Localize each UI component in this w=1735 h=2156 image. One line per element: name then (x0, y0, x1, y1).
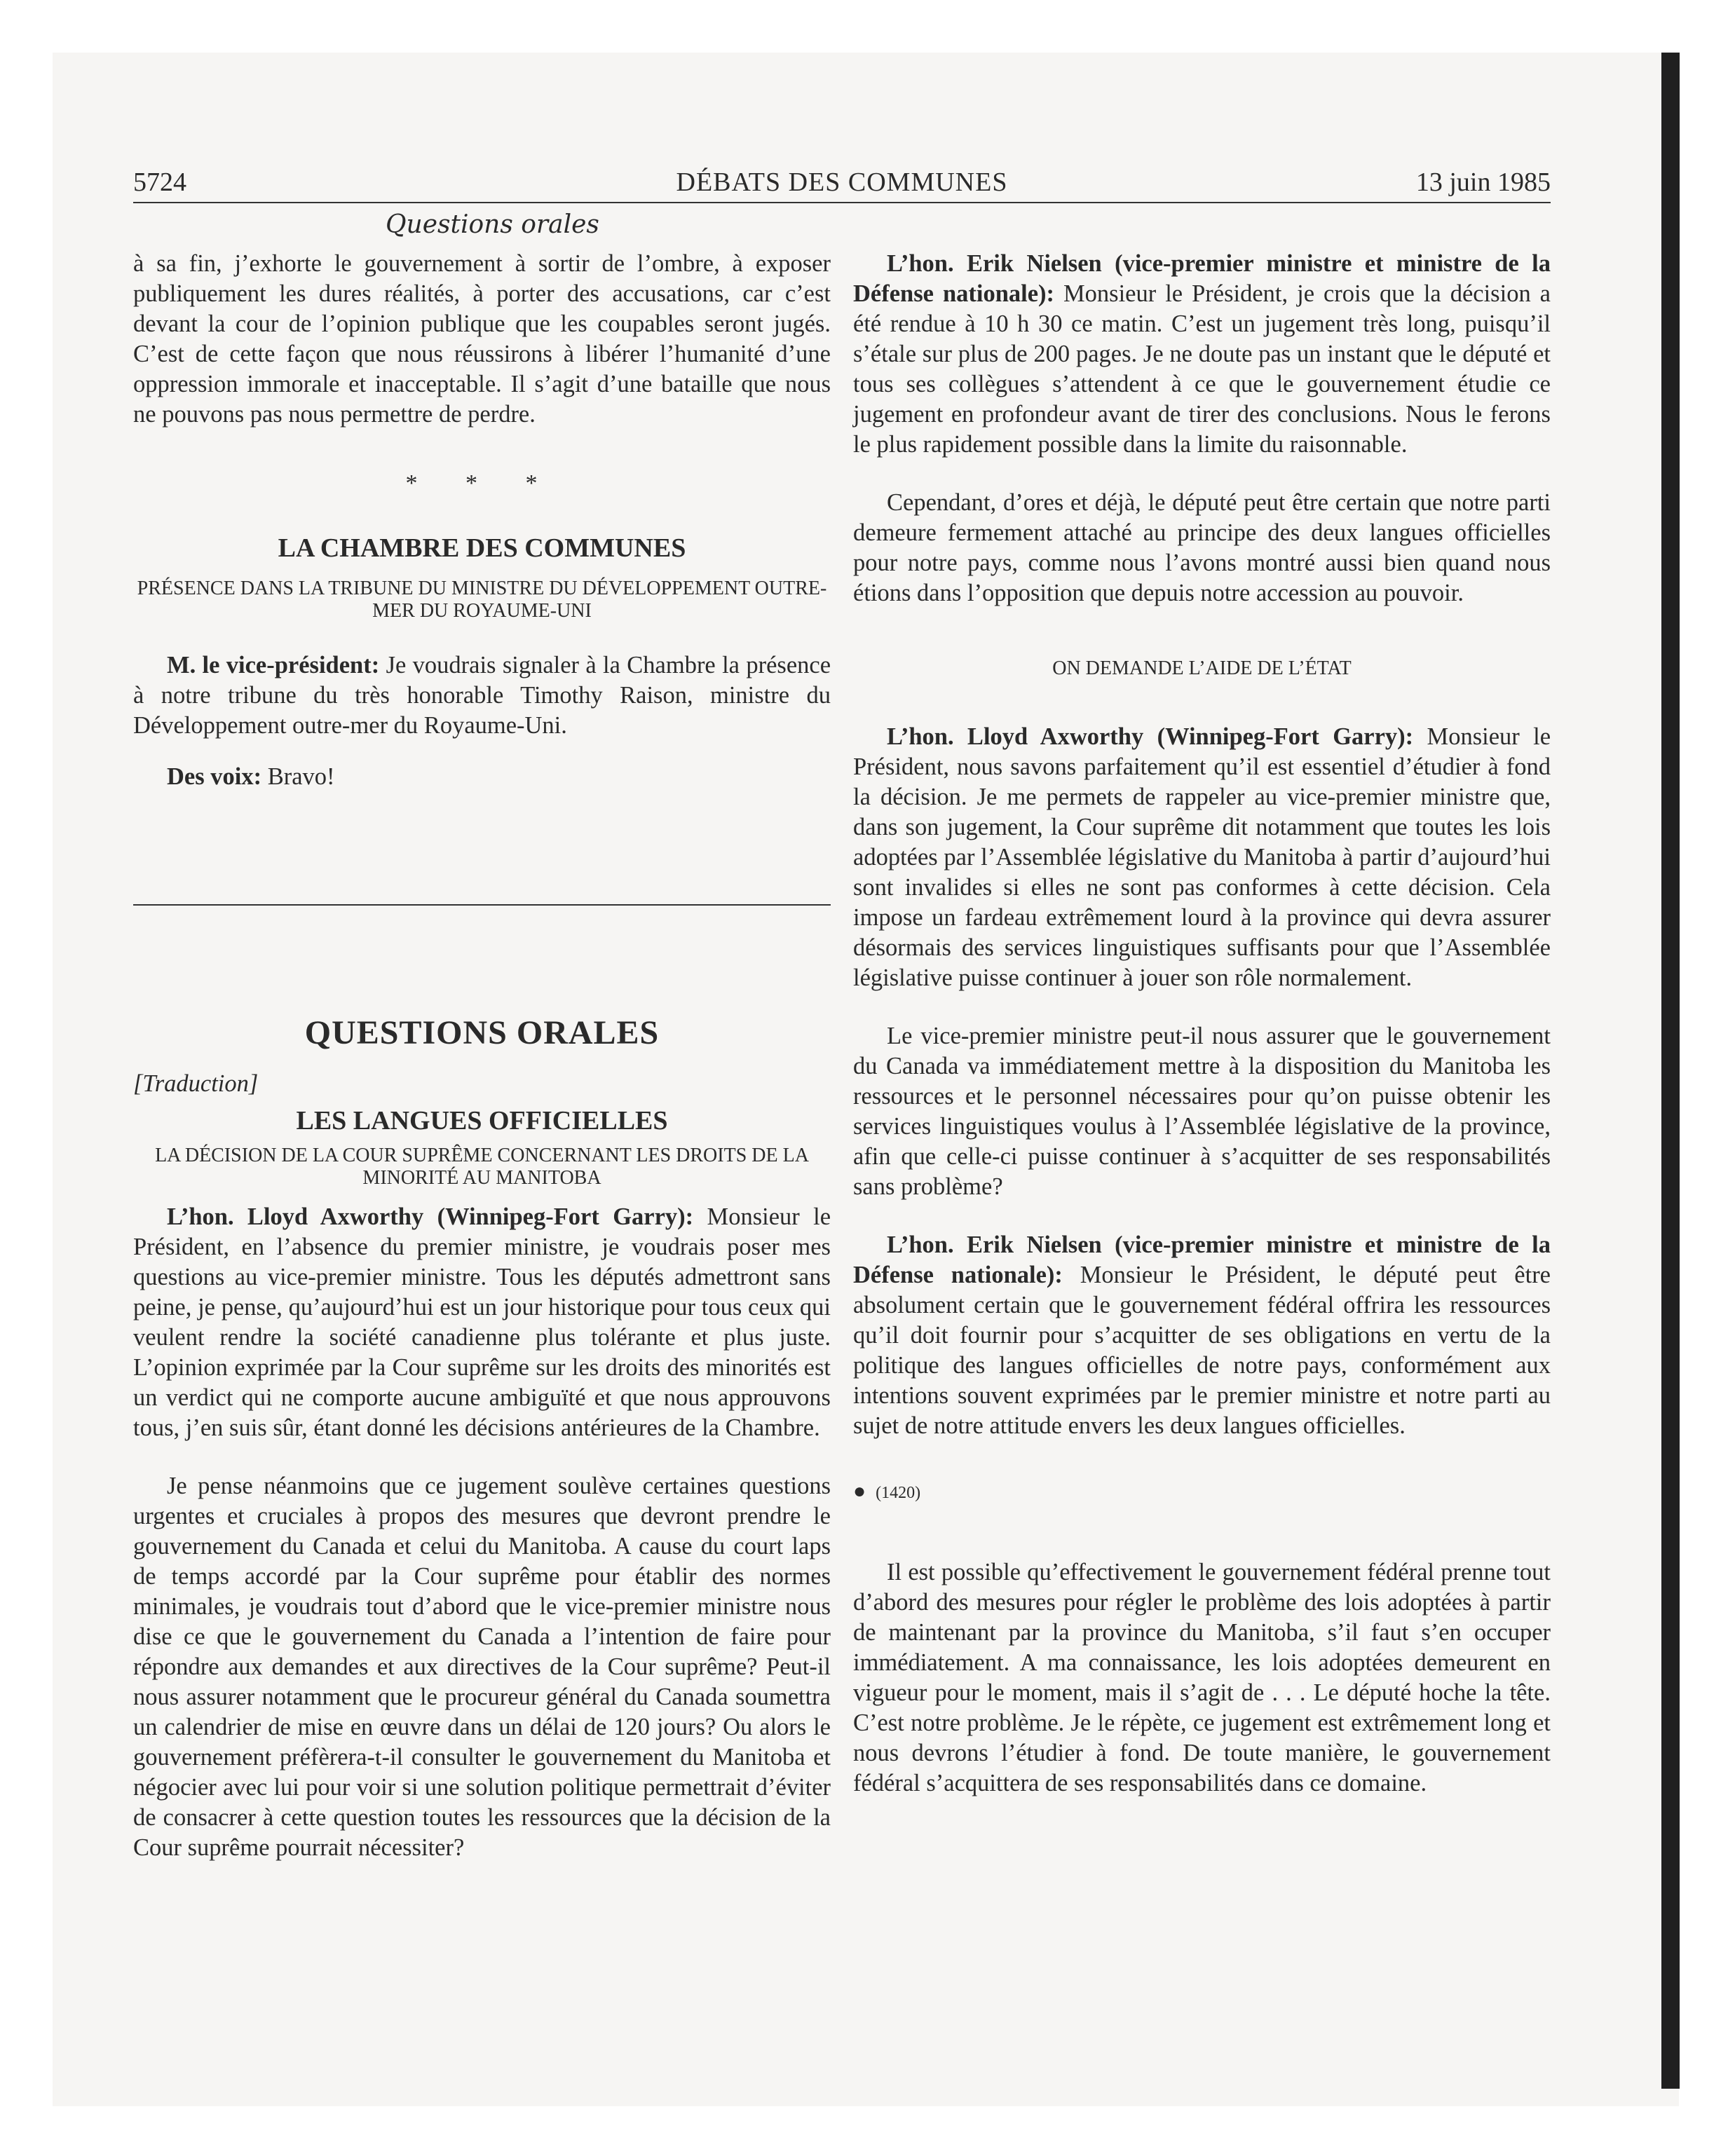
scan-edge (1661, 53, 1680, 2089)
speech (853, 1230, 1551, 1441)
bullet-icon: ● (853, 1480, 866, 1503)
speaker: Des voix: (167, 763, 262, 790)
paragraph: Cependant, d’ores et déjà, le député peut être certain que notre parti demeure fermement attaché au principe des deux langues officielles pour notre pays, comme nous l’avons montré aussi bien quand nous étions dans l’opposition que depuis notre accession au pouvoir. (853, 489, 1551, 606)
speech (133, 762, 831, 792)
publication-date: 13 juin 1985 (1415, 168, 1551, 197)
page-header (133, 160, 1551, 203)
section-title: QUESTIONS ORALES (304, 1014, 660, 1051)
speech (133, 1202, 831, 1443)
speaker: L’hon. Erik Nielsen (vice-premier ministre et ministre de la Défense nationale): (853, 1231, 1551, 1288)
speech-text: Monsieur le Président, je crois que la décision a été rendue à 10 h 30 ce matin. C’est un jugement très long, puisqu’il s’étale sur plus de 200 pages. Je ne doute pas un instant que le député et tous ses collègues s’attendent à ce que le gouvernement étudie ce jugement en profondeur avant de tirer des conclusions. Nous le ferons le plus rapidement possible dans la limite du raisonnable. (853, 280, 1551, 458)
topic-subheading: LA DÉCISION DE LA COUR SUPRÊME CONCERNANT LES DROITS DE LA MINORITÉ AU MANITOBA (155, 1145, 809, 1189)
speech-text: Je voudrais signaler à la Chambre la présence à notre tribune du très honorable Timothy Raison, ministre du Développement outre-mer du Royaume-Uni. (133, 652, 831, 739)
topic-heading: LES LANGUES OFFICIELLES (296, 1106, 668, 1135)
running-head: Questions orales (386, 210, 599, 239)
left-column (133, 249, 831, 1863)
speaker: M. le vice-président: (167, 652, 380, 678)
speech (853, 722, 1551, 993)
section-heading: LA CHAMBRE DES COMMUNES (278, 533, 686, 563)
subheading: ON DEMANDE L’AIDE DE L’ÉTAT (1052, 657, 1352, 679)
paragraph: à sa fin, j’exhorte le gouvernement à sortir de l’ombre, à exposer publiquement les dures réalités, à porter des accusations, car c’est devant la cour de l’opinion publique que les coupables seront jugés. C’est de cette façon que nous réussirons à libérer l’humanité d’une oppression immorale et inacceptable. Il s’agit d’une bataille que nous ne pouvons pas nous permettre de perdre. (133, 250, 831, 428)
time-marker-text: (1420) (876, 1484, 921, 1502)
paragraph: Il est possible qu’effectivement le gouvernement fédéral prenne tout d’abord des mesures pour régler le problème des lois adoptées à partir de maintenant par la province du Manitoba, s’il faut s’en occuper immédiatement. A ma connaissance, les lois adoptées demeurent en vigueur pour le moment, mais il s’agit de . . . Le député hoche la tête. C’est notre problème. Je le répète, ce jugement est extrêmement long et nous devrons l’étudier à fond. De toute manière, le gouvernement fédéral s’acquittera de ses responsabilités dans ce domaine. (853, 1559, 1551, 1796)
translation-note: [Traduction] (133, 1070, 259, 1097)
speaker: L’hon. Lloyd Axworthy (Winnipeg-Fort Garry): (887, 723, 1414, 750)
section-separator: * * * (405, 470, 559, 496)
speech (853, 249, 1551, 460)
speech-text: Bravo! (267, 763, 335, 790)
speech (133, 650, 831, 741)
paragraph: Je pense néanmoins que ce jugement soulève certaines questions urgentes et cruciales à propos des mesures que devront prendre le gouvernement du Canada et celui du Manitoba. A cause du court laps de temps accordé par la Cour suprême pour établir des normes minimales, je voudrais tout d’abord que le vice-premier ministre nous dise ce que le gouvernement du Canada a l’intention de faire pour répondre aux demandes et aux directives de la Cour suprême? Peut-il nous assurer notamment que le procureur général du Canada soumettra un calendrier de mise en œuvre dans un délai de 120 jours? Ou alors le gouvernement préfèrera-t-il consulter le gouvernement du Manitoba et négocier avec lui pour voir si une solution politique permettrait d’éviter de consacrer à cette question toutes les ressources que la décision de la Cour suprême pourrait nécessiter? (133, 1473, 831, 1861)
publication-title: DÉBATS DES COMMUNES (676, 168, 1008, 197)
page-number: 5724 (133, 168, 186, 197)
speaker: L’hon. Erik Nielsen (vice-premier ministre et ministre de la Défense nationale): (853, 250, 1551, 307)
time-marker (853, 1476, 1551, 1508)
speech-text: Monsieur le Président, le député peut être absolument certain que le gouvernement fédéral offrira les ressources qu’il doit fournir pour s’acquitter de ses obligations en vertu de la politique des langues officielles de notre pays, conformément aux intentions souvent exprimées par le premier ministre et notre parti au sujet de notre attitude envers les deux langues officielles. (853, 1262, 1551, 1439)
speech-text: Monsieur le Président, nous savons parfaitement qu’il est essentiel d’étudier à fond la décision. Je me permets de rappeler au vice-premier ministre que, dans son jugement, la Cour suprême dit notamment que toutes les lois adoptées par l’Assemblée législative du Manitoba à partir d’aujourd’hui sont invalides si elles ne sont pas conformes à cette décision. Cela impose un fardeau extrêmement lourd à la province qui devra assurer désormais des services linguistiques suffisants pour que l’Assemblée législative puisse continuer à jouer son rôle normalement. (853, 723, 1551, 991)
speech-text: Monsieur le Président, en l’absence du premier ministre, je voudrais poser mes questions au vice-premier ministre. Tous les députés admettront sans peine, je pense, qu’aujourd’hui est un jour historique pour tous ceux qui veulent rendre la société canadienne plus tolérante et plus juste. L’opinion exprimée par la Cour suprême sur les droits des minorités est un verdict qui ne comporte aucune ambiguïté et que nous approuvons tous, j’en suis sûr, étant donné les décisions antérieures de la Chambre. (133, 1203, 831, 1441)
subheading: PRÉSENCE DANS LA TRIBUNE DU MINISTRE DU DÉVELOPPEMENT OUTRE-MER DU ROYAUME-UNI (137, 578, 827, 622)
divider (133, 904, 831, 906)
paragraph: Le vice-premier ministre peut-il nous assurer que le gouvernement du Canada va immédiatement mettre à la disposition du Manitoba les ressources et le personnel nécessaires pour qu’on puisse obtenir les services linguistiques voulus à l’Assemblée législative de la province, afin que celle-ci puisse continuer à s’acquitter de ses responsabilités sans problème? (853, 1023, 1551, 1200)
right-column (853, 249, 1551, 1799)
speaker: L’hon. Lloyd Axworthy (Winnipeg-Fort Garry): (167, 1203, 694, 1230)
